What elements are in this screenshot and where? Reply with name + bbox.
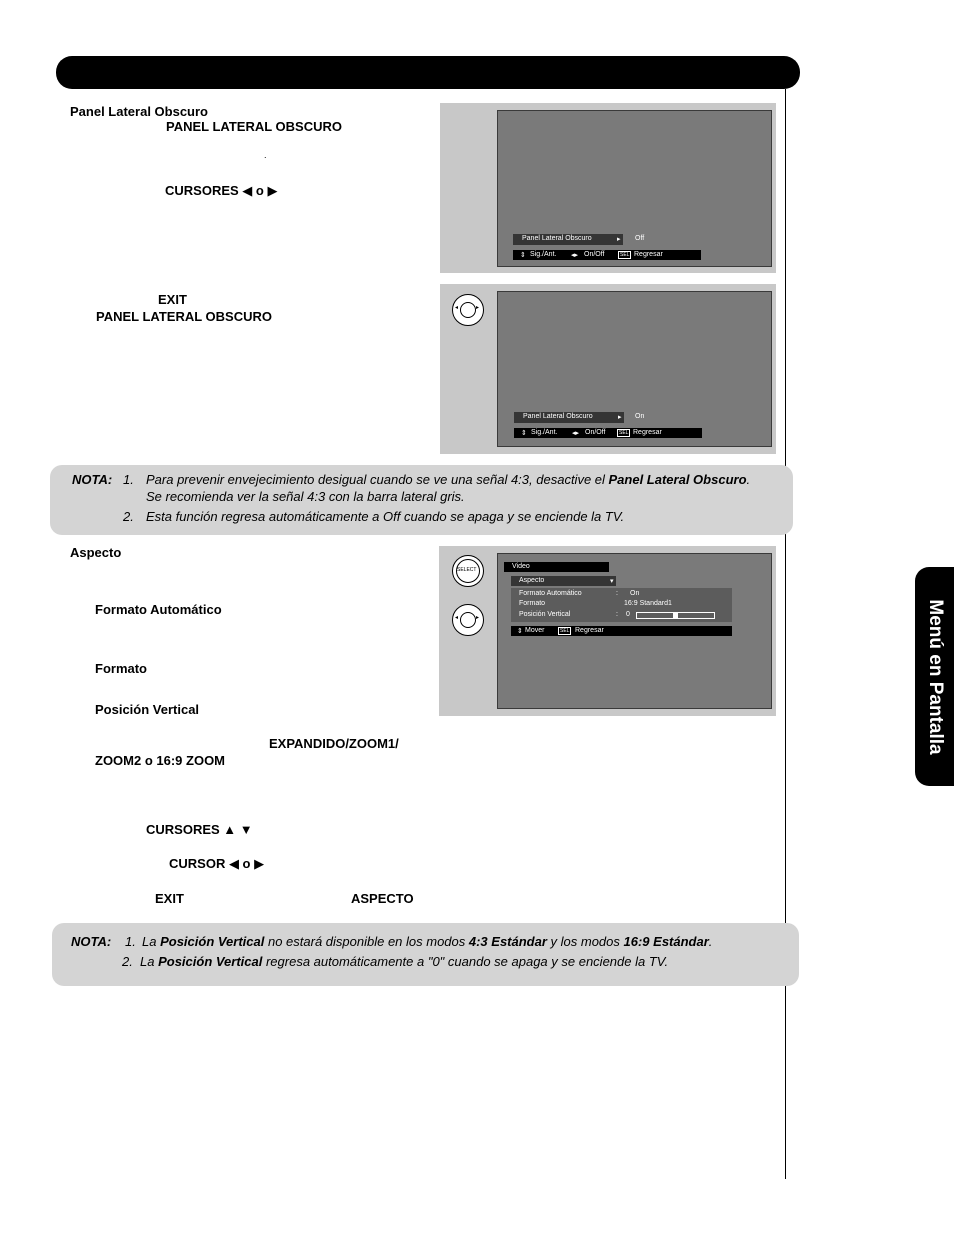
select-button-label: SELECT <box>457 567 477 573</box>
osd-nav-bar <box>513 250 701 260</box>
text-aspecto: ASPECTO <box>351 891 414 906</box>
dropdown-arrow-icon: ▾ <box>610 578 614 585</box>
osd-item-value: Off <box>635 235 645 242</box>
osd-row-label: Formato Automático <box>519 590 582 597</box>
osd-row-label: Formato <box>519 600 546 607</box>
text-cursor-leftright: CURSOR ◀ o ▶ <box>169 856 265 871</box>
header-bar <box>56 56 800 89</box>
text-expandido: EXPANDIDO/ZOOM1/ <box>269 736 399 751</box>
osd-nav-on-off: On/Off <box>584 251 605 258</box>
sel-icon: SEL <box>560 628 570 634</box>
text-posicion-vertical: Posición Vertical <box>95 702 200 717</box>
leftright-arrows-icon: ◂▸ <box>571 252 579 259</box>
illustration-panel-aspecto <box>439 546 776 716</box>
arrow-left-icon: ◂ <box>455 305 459 311</box>
osd-title: Video <box>512 563 530 570</box>
section-heading-panel-lateral: Panel Lateral Obscuro <box>70 104 208 119</box>
osd-nav-back: Regresar <box>634 251 663 258</box>
osd-title-bar <box>504 562 609 572</box>
section-heading-aspecto: Aspecto <box>70 545 122 560</box>
osd-colon: : <box>616 611 618 618</box>
remote-cursor-button <box>452 604 484 636</box>
osd-row-label: Posición Vertical <box>519 611 571 618</box>
note-item-number: 2. <box>122 954 133 969</box>
osd-nav-on-off: On/Off <box>585 429 606 436</box>
arrow-left-icon: ◂ <box>455 615 459 621</box>
note-box-2 <box>52 923 799 986</box>
text-cursores: CURSORES ◀ o ▶ <box>165 183 278 198</box>
note-label: NOTA: <box>72 472 113 487</box>
osd-menu-item <box>513 234 623 245</box>
arrow-right-icon: ▸ <box>617 236 621 243</box>
text-exit-2: EXIT <box>155 891 184 906</box>
page-divider <box>785 89 786 1179</box>
osd-nav-bar <box>514 428 702 438</box>
tv-screen <box>497 291 772 447</box>
arrow-right-icon: ▸ <box>476 305 480 311</box>
osd-row-value: 16:9 Standard1 <box>624 600 672 607</box>
osd-aspecto-item <box>511 576 616 586</box>
osd-item-label: Panel Lateral Obscuro <box>523 413 593 420</box>
osd-nav-back: Regresar <box>633 429 662 436</box>
note-label: NOTA: <box>71 934 112 949</box>
note-box-1 <box>50 465 793 535</box>
osd-row-value: On <box>630 590 640 597</box>
updown-arrows-icon: ⇕ <box>520 252 526 259</box>
updown-arrows-icon: ⇕ <box>521 430 527 437</box>
note-item-1: Para prevenir envejecimiento desigual cuando se ve una señal 4:3, desactive el Panel Lateral Obscuro. <box>146 472 751 487</box>
osd-item-label: Panel Lateral Obscuro <box>522 235 592 242</box>
osd-submenu <box>511 588 732 622</box>
tv-screen <box>497 110 772 267</box>
osd-nav-back: Regresar <box>575 627 604 634</box>
remote-cursor-button <box>452 294 484 326</box>
illustration-panel-off <box>440 103 776 273</box>
osd-colon: : <box>616 590 618 597</box>
side-tab <box>915 567 954 786</box>
tv-screen <box>497 553 772 709</box>
text-formato: Formato <box>95 661 147 676</box>
leftright-arrows-icon: ◂▸ <box>572 430 580 437</box>
text-dot: . <box>264 150 267 160</box>
arrow-right-icon: ▸ <box>618 414 622 421</box>
arrow-right-icon: ▸ <box>476 615 480 621</box>
text-formato-automatico: Formato Automático <box>95 602 222 617</box>
osd-item-value: On <box>635 413 645 420</box>
osd-aspecto-label: Aspecto <box>519 577 545 584</box>
sel-icon: SEL <box>620 252 630 258</box>
text-panel-lateral-obscuro-2: PANEL LATERAL OBSCURO <box>96 309 272 324</box>
osd-row-value: 0 <box>626 611 630 618</box>
slider-thumb <box>673 613 678 618</box>
text-zoom2: ZOOM2 o 16:9 ZOOM <box>95 753 226 768</box>
updown-arrows-icon: ⇕ <box>517 628 523 635</box>
remote-select-button <box>452 555 484 587</box>
vertical-position-slider <box>636 612 715 619</box>
note-item-number: 1. <box>123 472 134 487</box>
osd-nav-next-prev: Sig./Ant. <box>530 251 557 258</box>
osd-nav-bar <box>511 626 732 636</box>
text-exit: EXIT <box>158 292 187 307</box>
note-item-number: 1. <box>125 934 136 949</box>
note-item-number: 2. <box>123 509 134 524</box>
note-item-1: La Posición Vertical no estará disponible en los modos 4:3 Estándar y los modos 16:9 Estándar. <box>142 934 713 949</box>
side-tab-label: Menú en Pantalla <box>924 598 946 755</box>
note-item-1-line2: Se recomienda ver la señal 4:3 con la barra lateral gris. <box>146 489 465 504</box>
osd-nav-move: Mover <box>525 627 545 634</box>
osd-menu-item <box>514 412 624 423</box>
illustration-panel-on <box>440 284 776 454</box>
sel-icon: SEL <box>619 430 629 436</box>
note-item-2: Esta función regresa automáticamente a Off cuando se apaga y se enciende la TV. <box>146 509 625 524</box>
osd-nav-next-prev: Sig./Ant. <box>531 429 558 436</box>
note-item-2: La Posición Vertical regresa automáticamente a "0" cuando se apaga y se enciende la TV. <box>140 954 669 969</box>
text-cursores-updown: CURSORES ▲ ▼ <box>146 822 253 837</box>
text-panel-lateral-obscuro: PANEL LATERAL OBSCURO <box>166 119 342 134</box>
